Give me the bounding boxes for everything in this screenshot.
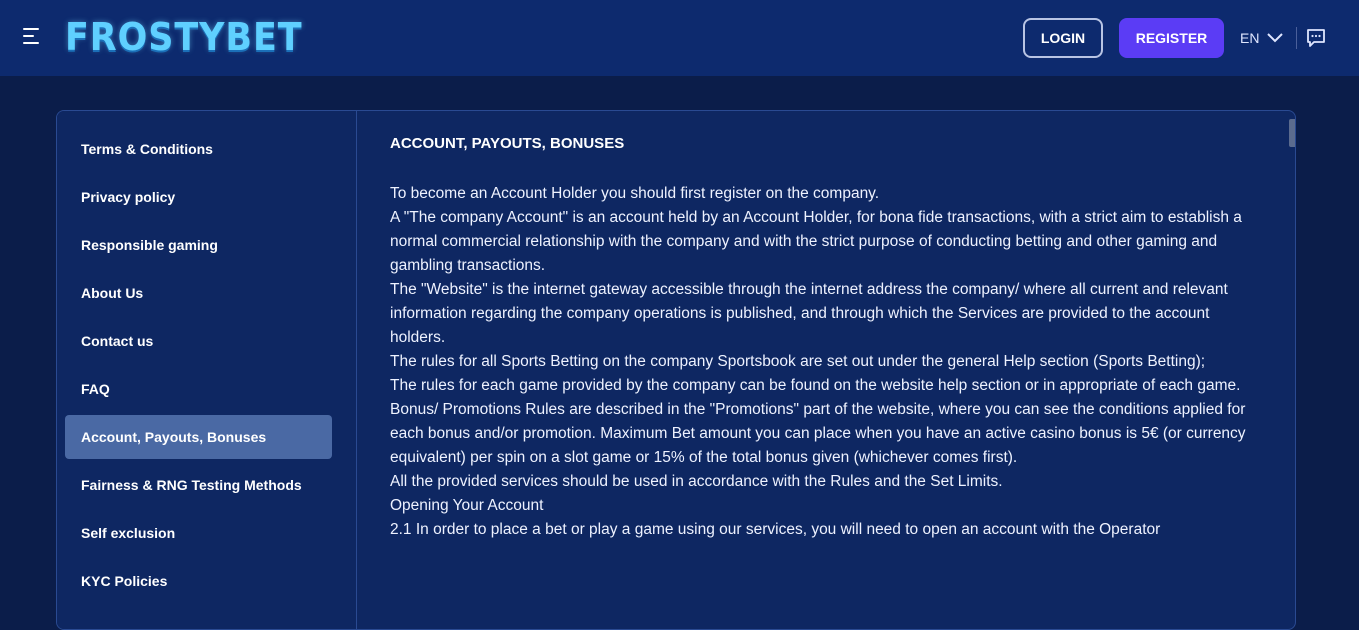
content-area — [357, 111, 1296, 629]
chevron-down-icon — [1267, 33, 1283, 43]
register-button[interactable]: REGISTER — [1119, 18, 1224, 58]
sidebar-item-contact[interactable]: Contact us — [81, 333, 154, 349]
language-selector[interactable] — [1240, 28, 1283, 48]
paragraph: 2.1 In order to place a bet or play a game using our services, you will need to open an account with the Operator — [390, 521, 1161, 538]
chat-icon[interactable] — [1306, 28, 1326, 48]
sidebar-item-self-exclusion[interactable]: Self exclusion — [81, 525, 176, 541]
paragraph: Bonus/ Promotions Rules are described in the "Promotions" part of the website, where you can see the conditions applied for each bonus and/or promotion. Maximum Bet amount you can place when you have an active casino bonus is 5€ (or currency equivalent) per spin on a slot game or 15% of the total bonus given (whichever comes first). — [390, 401, 1246, 466]
login-button[interactable]: LOGIN — [1023, 18, 1103, 58]
sidebar-item-terms[interactable]: Terms & Conditions — [81, 141, 213, 157]
sidebar-item-fairness-rng[interactable]: Fairness & RNG Testing Methods — [81, 477, 302, 493]
language-label: EN — [1240, 30, 1260, 46]
scrollbar-thumb[interactable] — [1289, 119, 1296, 147]
sidebar-item-faq[interactable]: FAQ — [81, 381, 110, 397]
section-heading: Opening Your Account — [390, 497, 544, 514]
sidebar-item-kyc[interactable]: KYC Policies — [81, 573, 168, 589]
paragraph: The rules for each game provided by the company can be found on the website help section or in appropriate of each game. — [390, 377, 1241, 394]
info-panel — [56, 110, 1296, 630]
hamburger-menu-icon[interactable] — [23, 28, 43, 46]
header-divider — [1296, 27, 1297, 49]
sidebar-item-about[interactable]: About Us — [81, 285, 144, 301]
paragraph: The "Website" is the internet gateway accessible through the internet address the company/ where all current and relevant information regarding the company operations is published, and through which the Services are provided to the account holders. — [390, 281, 1228, 346]
page-title: ACCOUNT, PAYOUTS, BONUSES — [390, 135, 625, 152]
paragraph: All the provided services should be used in accordance with the Rules and the Set Limits. — [390, 473, 1003, 490]
paragraph: The rules for all Sports Betting on the company Sportsbook are set out under the general Help section (Sports Betting); — [390, 353, 1206, 370]
sidebar-item-privacy[interactable]: Privacy policy — [81, 189, 176, 205]
content-scrollbar[interactable] — [1287, 111, 1296, 629]
sidebar-item-account-payouts-bonuses[interactable]: Account, Payouts, Bonuses — [65, 415, 332, 459]
top-header — [0, 0, 1359, 76]
paragraph: To become an Account Holder you should first register on the company. — [390, 185, 880, 202]
info-sidebar — [57, 111, 357, 629]
paragraph: A "The company Account" is an account held by an Account Holder, for bona fide transactions, with a strict aim to establish a normal commercial relationship with the company and with the strict purpose of conducting betting and other gaming and gambling transactions. — [390, 209, 1242, 274]
sidebar-item-responsible-gaming[interactable]: Responsible gaming — [81, 237, 218, 253]
frostybet-logo[interactable]: FROSTYBET — [65, 15, 303, 59]
